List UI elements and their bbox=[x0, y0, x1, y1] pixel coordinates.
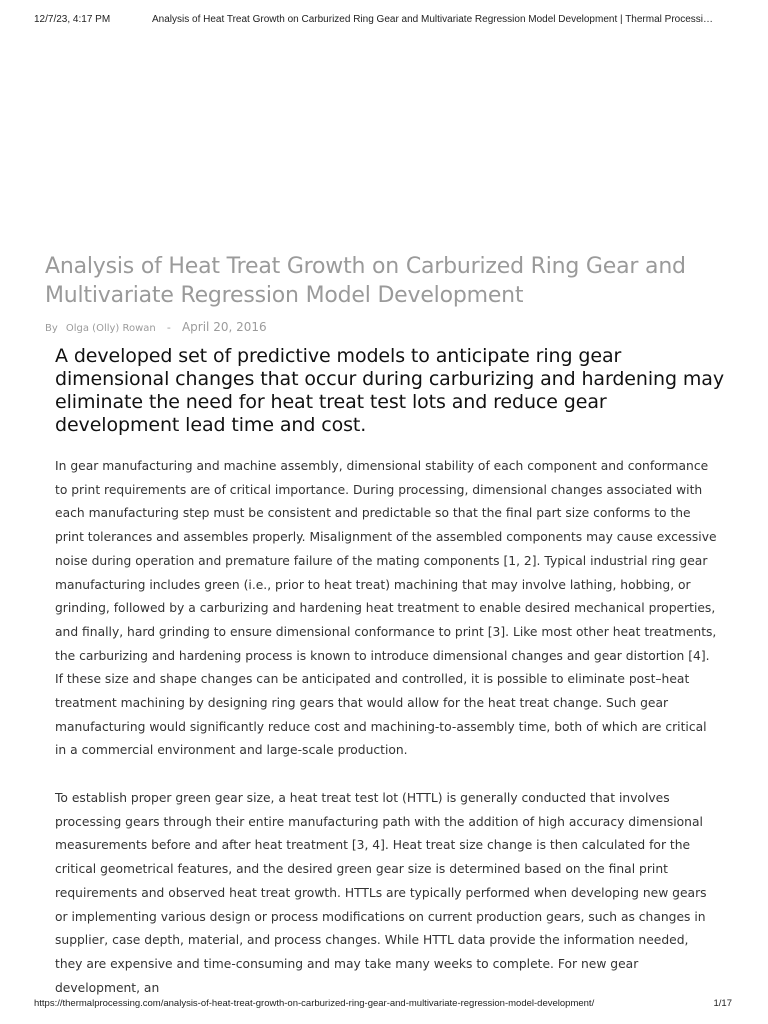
body-paragraph: In gear manufacturing and machine assembly, dimensional stability of each component and conformance to print requirements are of critical importance. During processing, dimensional changes associated with each manufacturing step must be consistent and predictable so that the final part size conforms to the print tolerances and assembles properly. Misalignment of the assembled components may cause excessive noise during operation and premature failure of the mating components [1, 2]. Typical industrial ring gear manufacturing includes green (i.e., prior to heat treat) machining that may involve lathing, hobbing, or grinding, followed by a carburizing and hardening heat treatment to enable desired mechanical properties, and finally, hard grinding to ensure dimensional conformance to print [3]. Like most other heat treatments, the carburizing and hardening process is known to introduce dimensional changes and gear distortion [4]. If these size and shape changes can be anticipated and controlled, it is possible to eliminate post–heat treatment machining by designing ring gears that would allow for the heat treat change. Such gear manufacturing would significantly reduce cost and machining-to-assembly time, both of which are critical in a commercial environment and large-scale production. bbox=[55, 459, 717, 758]
print-url: https://thermalprocessing.com/analysis-of-heat-treat-growth-on-carburized-ring-gear-and-multivariate-regression-model-development/ bbox=[34, 998, 595, 1009]
byline bbox=[45, 316, 267, 335]
print-page-title: Analysis of Heat Treat Growth on Carburized Ring Gear and Multivariate Regression Model Development | Thermal Processi… bbox=[152, 14, 713, 25]
print-datetime: 12/7/23, 4:17 PM bbox=[34, 14, 111, 25]
article-title: Analysis of Heat Treat Growth on Carburized Ring Gear and Multivariate Regression Model Development bbox=[45, 254, 686, 308]
print-page-number: 1/17 bbox=[713, 998, 732, 1009]
article-deck: A developed set of predictive models to anticipate ring gear dimensional changes that occur during carburizing and hardening may eliminate the need for heat treat test lots and reduce gear development lead time and cost. bbox=[55, 345, 724, 436]
byline-separator: - bbox=[166, 321, 171, 334]
byline-by: By bbox=[45, 323, 58, 334]
body-paragraph: To establish proper green gear size, a heat treat test lot (HTTL) is generally conducted that involves processing gears through their entire manufacturing path with the addition of high accuracy dimensional measurements before and after heat treatment [3, 4]. Heat treat size change is then calculated for the critical geometrical features, and the desired green gear size is determined based on the final print requirements and observed heat treat growth. HTTLs are typically performed when developing new gears or implementing various design or process modifications on current production gears, such as changes in supplier, case depth, material, and process changes. While HTTL data provide the information needed, they are expensive and time-consuming and may take many weeks to complete. For new gear development, an bbox=[55, 791, 707, 995]
author-link[interactable]: Olga (Olly) Rowan bbox=[65, 323, 156, 334]
publish-date: April 20, 2016 bbox=[181, 320, 267, 334]
